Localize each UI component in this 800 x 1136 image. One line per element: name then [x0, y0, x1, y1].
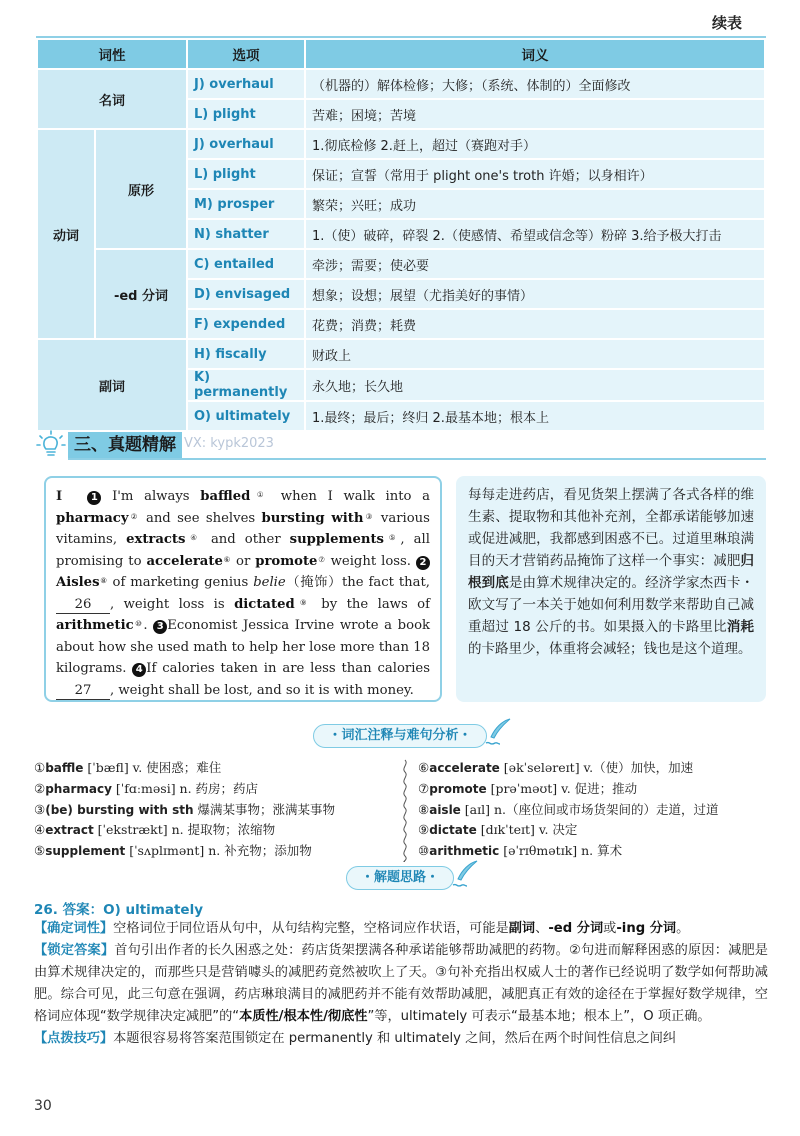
passage-text: weight loss. — [330, 553, 412, 569]
gloss-num: ③ — [34, 801, 46, 817]
meaning-cell: 牵涉；需要；使必要 — [306, 250, 764, 278]
form-ed: -ed 分词 — [96, 250, 186, 338]
gloss-def: [ˈfɑːməsi] n. 药房；药店 — [111, 780, 259, 796]
passage-text: , all promising to — [56, 532, 430, 569]
vocab-word: promote — [255, 553, 318, 569]
gloss-word: arithmetic — [429, 844, 500, 859]
gloss-word: accelerate — [429, 761, 500, 775]
vocab-word: dictated — [234, 596, 295, 612]
section-rule — [68, 458, 766, 460]
translation-text: 的卡路里少，体重将会减轻；钱也是这个道理。 — [468, 641, 752, 657]
gloss-num: ④ — [34, 822, 46, 838]
meaning-cell: 苦难；困境；苦境 — [306, 100, 764, 128]
col-header-option: 选项 — [188, 40, 304, 68]
sentence-number: 2 — [416, 556, 430, 570]
explanation-highlight: 副词 — [508, 921, 536, 936]
note-ref: ① — [250, 490, 271, 499]
gloss-num: ⑨ — [418, 822, 430, 838]
note-ref: ② — [128, 511, 140, 521]
translation-highlight: 归根到底 — [468, 553, 754, 591]
glossary-item — [34, 779, 404, 800]
gloss-word: baffle — [45, 761, 84, 775]
answer-explanation — [34, 918, 768, 1050]
vocab-word: arithmetic — [56, 618, 134, 633]
explanation-text: 。 — [676, 921, 690, 936]
option-cell: D) envisaged — [188, 280, 304, 308]
quill-pen-icon — [451, 859, 479, 889]
passage-text: and other — [210, 532, 281, 547]
vocab-word: supplements — [289, 532, 384, 547]
gloss-num: ② — [34, 780, 46, 796]
vocab-word: baffled — [200, 489, 251, 504]
glossary-left — [34, 758, 404, 862]
note-ref: ⑩ — [133, 619, 144, 628]
continued-label: 续表 — [711, 14, 742, 32]
sentence-number: 3 — [153, 620, 167, 634]
gloss-num: ⑧ — [418, 801, 430, 817]
vocab-notes-label: ・词汇注释与难句分析・ — [328, 728, 472, 743]
meaning-cell: 繁荣；兴旺；成功 — [306, 190, 764, 218]
answer-blank-27[interactable]: 27 — [56, 683, 110, 700]
spiral-divider — [400, 758, 410, 862]
gloss-def: [əˈrɪθmətɪk] n. 算术 — [499, 843, 623, 859]
passage-text: various vitamins, — [56, 510, 430, 547]
gloss-def: [ˈekstrækt] n. 提取物；浓缩物 — [93, 822, 276, 838]
section-title: 三、真题精解 — [68, 432, 182, 458]
vocabulary-table — [36, 38, 766, 432]
vocab-word: pharmacy — [56, 510, 129, 526]
meaning-cell: 1.最终；最后；终归 2.最基本地；根本上 — [306, 402, 764, 430]
answer-blank-26[interactable]: 26 — [56, 597, 110, 614]
gloss-def: [prəˈməʊt] v. 促进；推动 — [486, 780, 638, 796]
glossary-item — [34, 800, 404, 821]
solution-label: ・解题思路・ — [360, 870, 439, 885]
vocab-word: extracts — [126, 532, 186, 547]
note-ref: ③ — [363, 511, 375, 521]
option-cell: L) plight — [188, 100, 304, 128]
section-header — [36, 428, 766, 464]
passage-text: （掩饰）the fact that, — [285, 575, 430, 590]
gloss-num: ⑦ — [418, 780, 430, 796]
meaning-cell: 花费；消费；耗费 — [306, 310, 764, 338]
note-ref: ⑥ — [222, 554, 232, 564]
sentence-number: 4 — [132, 663, 146, 677]
passage-translation — [456, 476, 766, 702]
sentence-number: 1 — [87, 491, 101, 505]
passage-text: Economist Jessica Irvine wrote a book about how she used math to help her lose more than 18 kilograms. — [56, 618, 430, 676]
glossary-item — [34, 820, 404, 841]
explanation-text: 本题很容易将答案范围锁定在 permanently 和 ultimately 之间，然后在两个时间性信息之间纠 — [113, 1031, 677, 1046]
gloss-word: dictate — [429, 823, 477, 838]
explanation-para — [34, 918, 768, 940]
passage-text: and see shelves — [145, 510, 256, 526]
passage-text: , weight shall be lost, and so it is with money. — [110, 682, 414, 698]
explanation-text: 、 — [535, 921, 549, 936]
gloss-word: aisle — [429, 802, 461, 817]
meaning-cell: 财政上 — [306, 340, 764, 368]
passage-text: or — [236, 553, 251, 569]
gloss-num: ⑥ — [418, 760, 430, 775]
vocab-word: accelerate — [146, 553, 223, 569]
option-cell: M) prosper — [188, 190, 304, 218]
glossary-item — [418, 820, 778, 841]
table-row — [38, 340, 764, 368]
translation-highlight: 消耗 — [726, 619, 754, 635]
gloss-word: (be) bursting with sth — [45, 802, 194, 817]
translation-text: 每每走进药店，看见货架上摆满了各式各样的维生素、提取物和其他补充剂，全都承诺能够加速或促进减肥，我都感到困惑不已。过道里琳琅满目的天才营销药品掩饰了这样一个事实：减肥 — [468, 487, 754, 569]
watermark: VX: kypk2023 — [184, 436, 274, 451]
gloss-num: ① — [34, 760, 46, 775]
note-ref: ⑦ — [317, 554, 326, 564]
vocab-word: belie — [253, 575, 286, 590]
meaning-cell: 永久地；长久地 — [306, 370, 764, 400]
explanation-highlight: -ing 分词 — [616, 921, 677, 936]
meaning-cell: 1.（使）破碎，碎裂 2.（使感情、希望或信念等）粉碎 3.给予极大打击 — [306, 220, 764, 248]
quill-pen-icon — [484, 717, 512, 747]
note-ref: ⑧ — [99, 576, 108, 585]
page-number: 30 — [34, 1098, 52, 1114]
gloss-def: [əkˈseləreɪt] v.（使）加快，加速 — [499, 760, 694, 775]
note-ref: ⑨ — [294, 597, 312, 607]
lightbulb-icon — [36, 430, 66, 460]
form-base: 原形 — [96, 130, 186, 248]
vocab-word: Aisles — [56, 575, 100, 590]
gloss-def: 爆满某事物；涨满某事物 — [193, 801, 336, 817]
explanation-highlight: -ed 分词 — [548, 921, 604, 936]
gloss-def: [aɪl] n.（座位间或市场货架间的）走道，过道 — [460, 801, 719, 817]
meaning-cell: 保证；宣誓（常用于 plight one's troth 许婚；以身相许） — [306, 160, 764, 188]
option-cell: C) entailed — [188, 250, 304, 278]
table-header-row — [38, 40, 764, 68]
pos-verb: 动词 — [38, 130, 94, 338]
explanation-text: 空格词位于同位语从句中，从句结构完整，空格词应作状语，可能是 — [113, 921, 509, 936]
col-header-pos: 词性 — [38, 40, 186, 68]
option-cell: N) shatter — [188, 220, 304, 248]
passage-text: . — [143, 618, 148, 633]
tip-tag: 【锁定答案】 — [34, 943, 115, 958]
col-header-meaning: 词义 — [306, 40, 764, 68]
table-row — [38, 70, 764, 98]
glossary-item — [34, 841, 404, 862]
table-row — [38, 250, 764, 278]
passage-text: of marketing genius — [112, 575, 249, 590]
table-row — [38, 130, 764, 158]
meaning-cell: （机器的）解体检修；大修；（系统、体制的）全面修改 — [306, 70, 764, 98]
explanation-text: 首句引出作者的长久困惑之处：药店货架摆满各种承诺能够帮助减肥的药物。②句进而解释困惑的原因：减肥是由算术规律决定的，而那些只是营销噱头的减肥药竟然被吹上了天。③句补充指出权威人士的著作已经说明了数学如何帮助减肥。综合可见，此三句意在强调，药店琳琅满目的减肥药并不能有效帮助减肥，减肥真正有效的途径在于掌握好数学规律，空格词应体现“数学规律决定减肥”的“ — [34, 943, 768, 1024]
pos-noun: 名词 — [38, 70, 186, 128]
note-ref: ④ — [185, 533, 202, 542]
gloss-num: ⑩ — [418, 843, 430, 859]
pos-adverb: 副词 — [38, 340, 186, 430]
option-cell: F) expended — [188, 310, 304, 338]
passage-text: If calories taken in are less than calories — [146, 661, 430, 676]
gloss-word: extract — [45, 823, 94, 838]
passage-text: , weight loss is — [110, 596, 225, 612]
glossary-item — [418, 800, 778, 821]
explanation-text: 或 — [603, 921, 617, 936]
vocab-word: bursting with — [261, 510, 364, 526]
passage-text: I'm always — [112, 489, 190, 504]
glossary-item — [418, 758, 778, 779]
meaning-cell: 想象；设想；展望（尤指美好的事情） — [306, 280, 764, 308]
vocab-header-wrap — [0, 724, 800, 754]
answer-title: 26. 答案：O) ultimately — [34, 902, 203, 918]
gloss-def: [ˈsʌplɪmənt] n. 补充物；添加物 — [125, 843, 312, 859]
solution-header-wrap — [0, 866, 800, 896]
option-cell: J) overhaul — [188, 70, 304, 98]
reading-passage — [44, 476, 442, 702]
tip-tag: 【点拨技巧】 — [34, 1031, 114, 1046]
solution-header — [346, 866, 454, 890]
glossary-item — [34, 758, 404, 779]
passage-text: by the laws of — [321, 596, 430, 612]
option-cell: O) ultimately — [188, 402, 304, 430]
passage-text: when I walk into a — [280, 489, 431, 504]
glossary-item — [418, 779, 778, 800]
explanation-para — [34, 940, 768, 1028]
explanation-para — [34, 1028, 768, 1050]
option-cell: K) permanently — [188, 370, 304, 400]
gloss-word: promote — [429, 781, 487, 796]
translation-text: 是由算术规律决定的。经济学家杰西卡・欧文写了一本关于她如何利用数学来帮助自己减重超过 18 公斤的书。如果摄入的卡路里比 — [468, 575, 754, 635]
gloss-num: ⑤ — [34, 843, 46, 859]
gloss-word: supplement — [45, 844, 126, 859]
explanation-text: ”等，ultimately 可表示“最基本地；根本上”，O 项正确。 — [367, 1009, 711, 1024]
option-cell: J) overhaul — [188, 130, 304, 158]
passage-roman: Ⅰ — [56, 489, 69, 504]
option-cell: H) fiscally — [188, 340, 304, 368]
tip-tag: 【确定词性】 — [34, 921, 114, 936]
explanation-highlight: 本质性/根本性/彻底性 — [239, 1009, 368, 1024]
meaning-cell: 1.彻底检修 2.赶上，超过（赛跑对手） — [306, 130, 764, 158]
option-cell: L) plight — [188, 160, 304, 188]
vocab-notes-header — [313, 724, 486, 748]
gloss-def: [ˈbæfl] v. 使困惑；难住 — [83, 760, 222, 775]
glossary-right — [418, 758, 778, 862]
gloss-def: [dɪkˈteɪt] v. 决定 — [476, 822, 578, 838]
gloss-word: pharmacy — [45, 781, 112, 796]
note-ref: ⑤ — [383, 533, 401, 542]
